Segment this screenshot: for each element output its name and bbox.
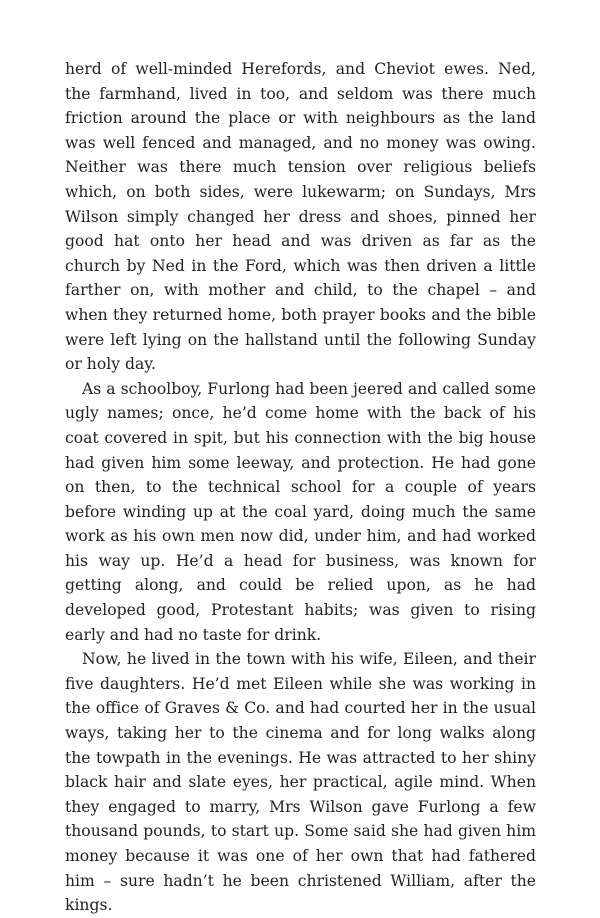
book-page [65, 57, 536, 918]
paragraph-continuation: herd of well-minded Herefords, and Cheviot ewes. Ned, the farmhand, lived in too, and seldom was there much friction around the place or with neighbours as the land was well fenced and managed, and no money was owing. Neither was there much tension over religious beliefs which, on both sides, were lukewarm; on Sundays, Mrs Wilson simply changed her dress and shoes, pinned her good hat onto her head and was driven as far as the church by Ned in the Ford, which was then driven a little farther on, with mother and child, to the chapel – and when they returned home, both prayer books and the bible were left lying on the hallstand until the following Sunday or holy day. [65, 60, 536, 374]
paragraph-eileen: Now, he lived in the town with his wife, Eileen, and their five daughters. He’d met Eileen while she was working in the office of Graves & Co. and had courted her in the usual ways, taking her to the cinema and for long walks along the towpath in the evenings. He was attracted to her shiny black hair and slate eyes, her practical, agile mind. When they engaged to marry, Mrs Wilson gave Furlong a few thousand pounds, to start up. Some said she had given him money because it was one of her own that had fathered him – sure hadn’t he been christened William, after the kings. [65, 650, 536, 915]
paragraph-schoolboy: As a schoolboy, Furlong had been jeered and called some ugly names; once, he’d come home with the back of his coat covered in spit, but his connection with the big house had given him some leeway, and protection. He had gone on then, to the technical school for a couple of years before winding up at the coal yard, doing much the same work as his own men now did, under him, and had worked his way up. He’d a head for business, was known for getting along, and could be relied upon, as he had developed good, Protestant habits; was given to rising early and had no taste for drink. [65, 379, 536, 644]
